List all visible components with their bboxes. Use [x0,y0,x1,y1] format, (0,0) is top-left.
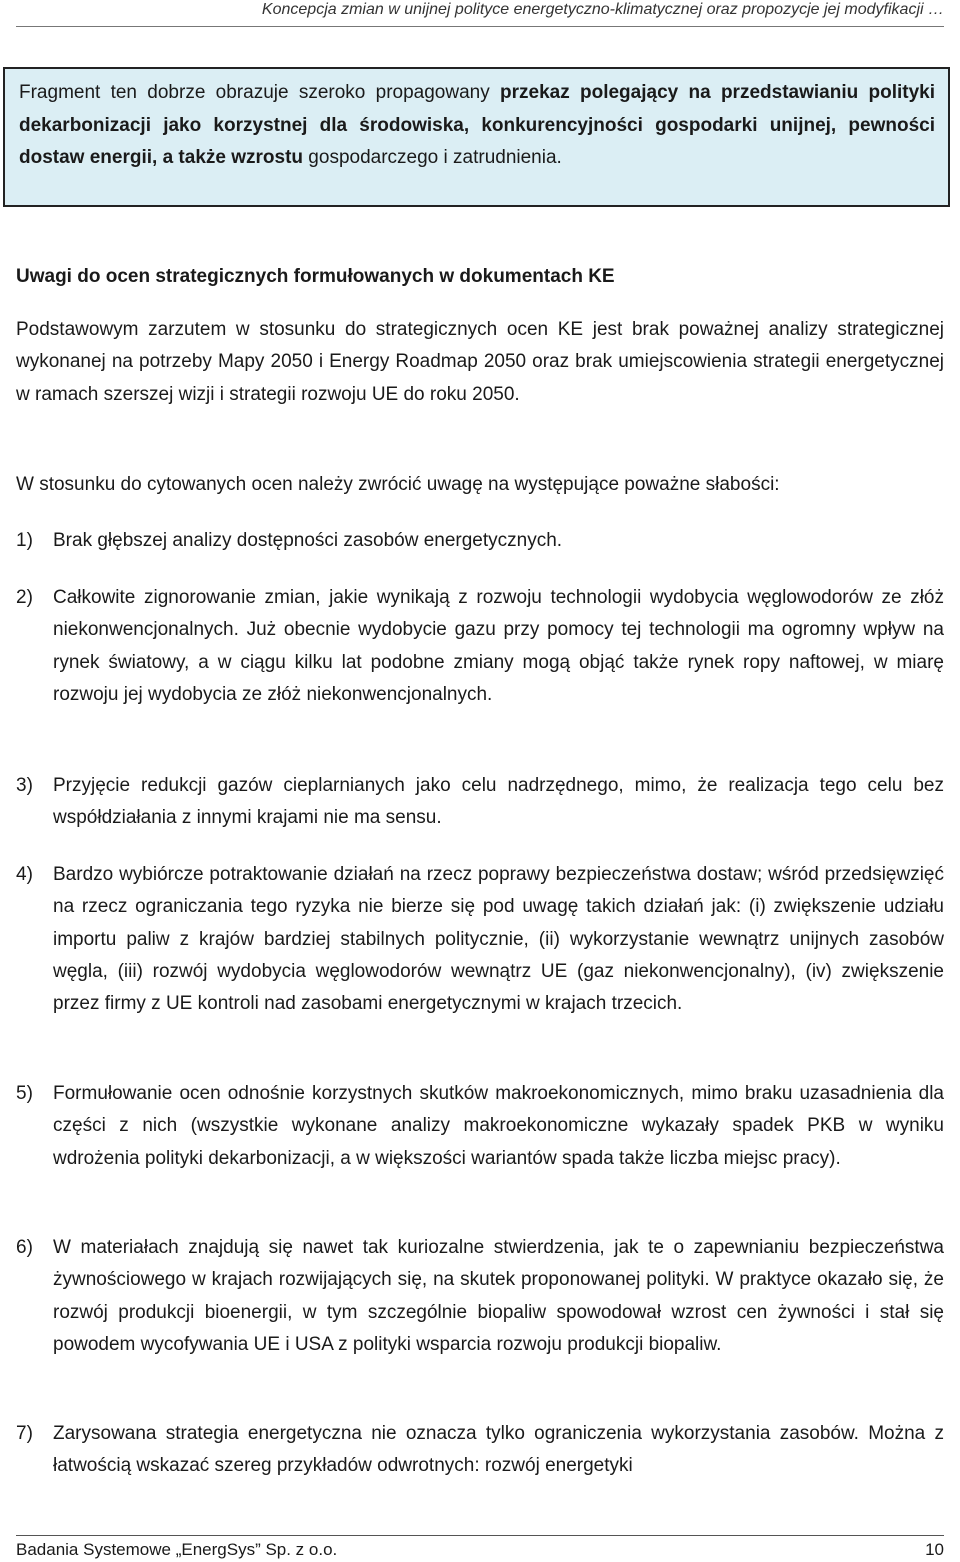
list-item-text: Brak głębszej analizy dostępności zasobów energetycznych. [53,530,563,551]
callout-bold-text: przekaz polegający na przedstawianiu polityki dekarbonizacji jako korzystnej dla środowiska, konkurencyjności gospodarki unijnej, pewności dostaw energii, a także wzrostu [19,82,935,168]
page-number: 10 [925,1540,944,1559]
list-item [16,1078,944,1175]
list-item-text: Formułowanie ocen odnośnie korzystnych skutków makroekonomicznych, mimo braku uzasadnienia dla części z nich (wszystkie wykonane analizy makroekonomiczne wykazały spadek PKB w wyniku wdrożenia polityki dekarbonizacji, a w większości wariantów spada także liczba miejsc pracy). [53,1083,944,1169]
callout-text-end: gospodarczego i zatrudnienia. [303,147,562,168]
list-item [16,859,944,1020]
callout-text-start: Fragment ten dobrze obrazuje szeroko propagowany [19,82,501,103]
list-item-number: 4) [16,864,33,885]
highlighted-quote-box [3,67,950,207]
list-item-text: W materiałach znajdują się nawet tak kuriozalne stwierdzenia, jak te o zapewnianiu bezpieczeństwa żywnościowego w krajach rozwijających się, na skutek proponowanej polityki. W praktyce okazało się, że rozwój produkcji bioenergii, w tym szczególnie biopaliw spowodował wzrost cen żywności i stał się powodem wycofywania UE i USA z polityki wsparcia rozwoju produkcji biopaliw. [53,1237,944,1355]
header-divider [16,26,944,27]
list-item-number: 5) [16,1083,33,1104]
list-item [16,525,944,557]
list-item-number: 6) [16,1237,33,1258]
list-item [16,582,944,711]
list-item-text: Bardzo wybiórcze potraktowanie działań na rzecz poprawy bezpieczeństwa dostaw; wśród przedsięwzięć na rzecz ograniczania tego ryzyka nie bierze się pod uwagę takich działań jak: (i) zwiększenie udziału importu paliw z krajów bardziej stabilnych politycznie, (ii) wykorzystanie wewnątrz unijnych zasobów węgla, (iii) rozwój wydobycia węglowodorów wewnątrz UE (gaz niekonwencjonalny), (iv) zwiększenie przez firmy z UE kontroli nad zasobami energetycznymi w krajach trzecich. [53,864,944,1015]
list-item-number: 7) [16,1423,33,1444]
footer-publisher: Badania Systemowe „EnergSys” Sp. z o.o. [16,1540,338,1559]
intro-paragraph: Podstawowym zarzutem w stosunku do strategicznych ocen KE jest brak poważnej analizy strategicznej wykonanej na potrzeby Mapy 2050 i Energy Roadmap 2050 oraz brak umiejscowienia strategii energetycznej w ramach szerszej wizji i strategii rozwoju UE do roku 2050. [16,319,944,405]
lead-paragraph: W stosunku do cytowanych ocen należy zwrócić uwagę na występujące poważne słabości: [16,474,780,495]
list-item-text: Przyjęcie redukcji gazów cieplarnianych jako celu nadrzędnego, mimo, że realizacja tego celu bez współdziałania z innymi krajami nie ma sensu. [53,775,944,829]
callout-paragraph [19,77,935,175]
list-item [16,770,944,835]
list-item [16,1232,944,1361]
footer-divider [16,1535,944,1536]
list-item-number: 3) [16,775,33,796]
list-item-number: 2) [16,587,33,608]
list-item-text: Całkowite zignorowanie zmian, jakie wynikają z rozwoju technologii wydobycia węglowodorów ze złóż niekonwencjonalnych. Już obecnie wydobycie gazu przy pomocy tej technologii ma ogromny wpływ na rynek światowy, a w ciągu kilku lat podobne zmiany mogą objąć także rynek ropy naftowej, w miarę rozwoju jej wydobycia ze złóż niekonwencjonalnych. [53,587,944,705]
list-item-text: Zarysowana strategia energetyczna nie oznacza tylko ograniczenia wykorzystania zasobów. Można z łatwością wskazać szereg przykładów odwrotnych: rozwój energetyki [53,1423,944,1477]
list-item [16,1418,944,1483]
section-heading: Uwagi do ocen strategicznych formułowanych w dokumentach KE [16,266,615,287]
running-header: Koncepcja zmian w unijnej polityce energetyczno-klimatycznej oraz propozycje jej modyfikacji … [261,1,944,18]
list-item-number: 1) [16,530,33,551]
